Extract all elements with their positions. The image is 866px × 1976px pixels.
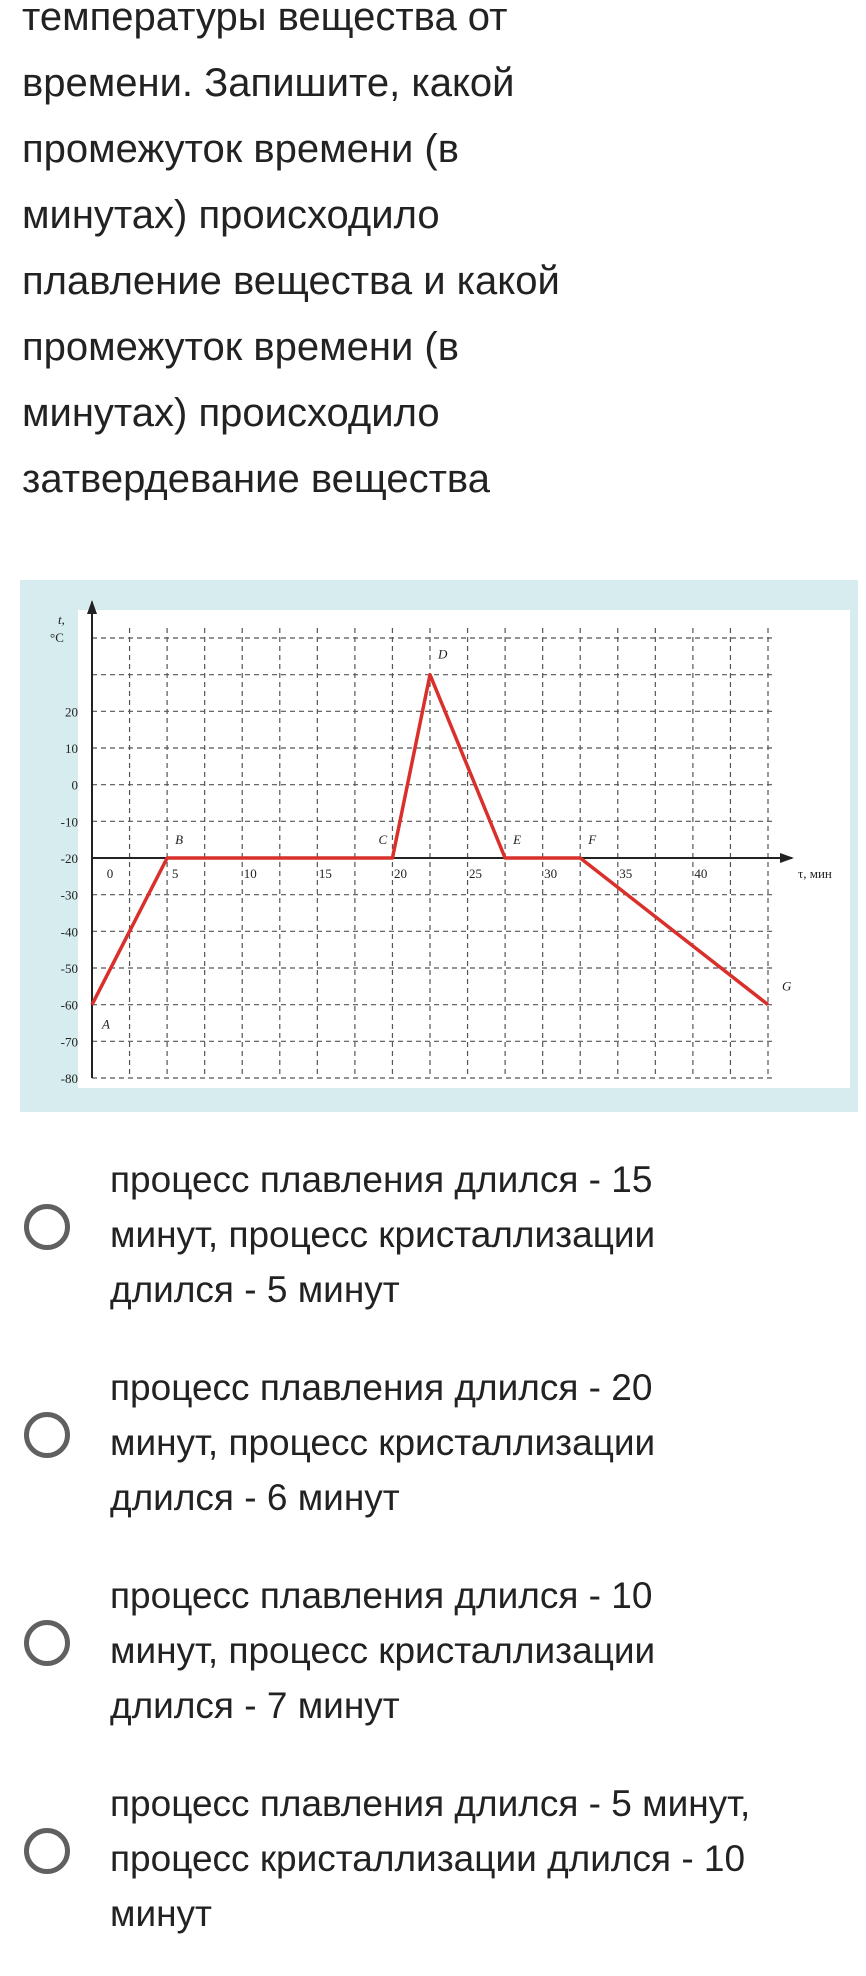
question-line: минутах) происходило: [22, 193, 440, 237]
question-line: температуры вещества от: [22, 0, 508, 39]
option-line: процесс плавления длился - 20: [110, 1367, 653, 1408]
option-label: [110, 1152, 850, 1317]
x-tick-label: 15: [318, 866, 332, 881]
y-axis-label: °C: [50, 630, 64, 645]
option-line: процесс плавления длился - 5 минут,: [110, 1783, 751, 1824]
option-line: длился - 7 минут: [110, 1685, 400, 1726]
radio-button[interactable]: [24, 1620, 70, 1666]
radio-button[interactable]: [24, 1828, 70, 1874]
option-line: минут, процесс кристаллизации: [110, 1214, 656, 1255]
option-line: длился - 6 минут: [110, 1477, 400, 1518]
y-tick-label: 0: [71, 777, 78, 793]
option-label: [110, 1360, 850, 1525]
y-axis-label: t,: [58, 612, 65, 627]
temperature-time-chart: [20, 580, 858, 1112]
radio-button[interactable]: [24, 1204, 70, 1250]
x-axis-label: τ, мин: [798, 866, 832, 881]
x-tick-label: 5: [171, 866, 179, 881]
y-tick-label: -10: [60, 814, 78, 830]
option-line: процесс кристаллизации длился - 10: [110, 1838, 746, 1879]
x-tick-label: 30: [544, 866, 558, 881]
option-line: процесс плавления длился - 10: [110, 1575, 653, 1616]
y-tick-label: -70: [60, 1034, 78, 1050]
point-label: A: [102, 1016, 110, 1032]
question-line: плавление вещества и какой: [22, 259, 560, 303]
question-line: времени. Запишите, какой: [22, 61, 515, 105]
radio-button[interactable]: [24, 1412, 70, 1458]
point-label: E: [513, 832, 522, 847]
x-tick-label: 35: [619, 866, 633, 881]
y-tick-label: -40: [60, 924, 78, 940]
x-tick-label: 25: [469, 866, 483, 881]
point-label: C: [378, 832, 388, 847]
x-tick-label: 0: [106, 866, 114, 881]
x-tick-label: 20: [393, 866, 407, 881]
question-text: [22, 0, 842, 512]
x-tick-label: 10: [243, 866, 257, 881]
point-label: B: [175, 832, 184, 847]
point-label: D: [438, 646, 448, 662]
chart-svg: [20, 580, 858, 1112]
question-line: промежуток времени (в: [22, 127, 459, 171]
option-label: [110, 1568, 850, 1733]
option-label: [110, 1776, 850, 1941]
question-line: затвердевание вещества: [22, 457, 490, 501]
y-tick-label: 10: [65, 741, 78, 756]
x-tick-label: 40: [694, 866, 708, 881]
question-line: минутах) происходило: [22, 391, 440, 435]
y-tick-label: -30: [60, 887, 78, 903]
plot-background: [78, 610, 850, 1088]
option-line: длился - 5 минут: [110, 1269, 400, 1310]
point-label: F: [588, 832, 597, 847]
point-label: G: [782, 978, 792, 994]
y-axis-arrow: [87, 600, 97, 614]
option-line: минут, процесс кристаллизации: [110, 1422, 656, 1463]
option-line: минут, процесс кристаллизации: [110, 1630, 656, 1671]
option-line: процесс плавления длился - 15: [110, 1159, 653, 1200]
question-line: промежуток времени (в: [22, 325, 459, 369]
y-tick-label: -80: [60, 1071, 78, 1086]
y-tick-label: 20: [65, 704, 78, 720]
option-line: минут: [110, 1893, 212, 1934]
y-tick-label: -60: [60, 997, 78, 1013]
y-tick-label: -50: [60, 961, 78, 976]
y-tick-label: -20: [60, 851, 78, 866]
